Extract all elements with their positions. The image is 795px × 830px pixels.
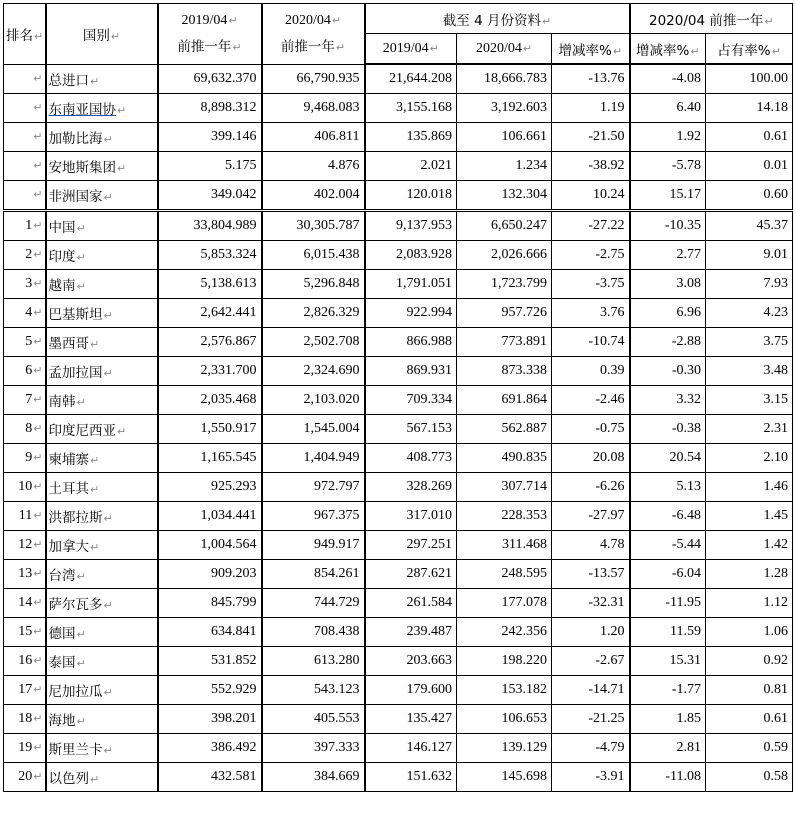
- share-cell: 0.59: [706, 734, 793, 763]
- value-2020-cell: 5,296.848: [262, 270, 365, 299]
- table-row: [4, 618, 793, 647]
- value-2019-cell: 69,632.370: [158, 64, 262, 94]
- ytd-change-cell: -21.50: [552, 123, 630, 152]
- rolling-change-cell: -2.88: [630, 328, 706, 357]
- ytd-change-cell: 1.20: [552, 618, 630, 647]
- rank-cell: 10↵: [4, 473, 46, 502]
- rank-cell: ↵: [4, 152, 46, 181]
- share-cell: 14.18: [706, 94, 793, 123]
- value-2020-cell: 2,103.020: [262, 386, 365, 415]
- rank-cell: 12↵: [4, 531, 46, 560]
- ytd-change-cell: -3.75: [552, 270, 630, 299]
- value-2020-cell: 405.553: [262, 705, 365, 734]
- country-name-cell: 印度↵: [46, 241, 158, 270]
- rank-cell: ↵: [4, 94, 46, 123]
- ytd-2019-cell: 203.663: [365, 647, 457, 676]
- value-2020-cell: 384.669: [262, 763, 365, 792]
- ytd-2020-cell: 228.353: [457, 502, 552, 531]
- ytd-2020-cell: 248.595: [457, 560, 552, 589]
- value-2020-cell: 972.797: [262, 473, 365, 502]
- value-2019-cell: 2,576.867: [158, 328, 262, 357]
- share-cell: 0.01: [706, 152, 793, 181]
- country-name-cell: 安地斯集团↵: [46, 152, 158, 181]
- ytd-2019-cell: 135.427: [365, 705, 457, 734]
- ytd-2019-cell: 709.334: [365, 386, 457, 415]
- rank-cell: ↵: [4, 123, 46, 152]
- value-2019-cell: 33,804.989: [158, 211, 262, 241]
- share-cell: 1.12: [706, 589, 793, 618]
- value-2019-cell: 399.146: [158, 123, 262, 152]
- ytd-2019-cell: 297.251: [365, 531, 457, 560]
- ytd-2020-cell: 198.220: [457, 647, 552, 676]
- rank-cell: 7↵: [4, 386, 46, 415]
- value-2020-cell: 4.876: [262, 152, 365, 181]
- country-name-cell: 以色列↵: [46, 763, 158, 792]
- country-name-cell: 泰国↵: [46, 647, 158, 676]
- rank-cell: 17↵: [4, 676, 46, 705]
- ytd-change-cell: -13.57: [552, 560, 630, 589]
- country-name-cell: 斯里兰卡↵: [46, 734, 158, 763]
- ytd-change-cell: -13.76: [552, 64, 630, 94]
- country-name-cell: 越南↵: [46, 270, 158, 299]
- header-2019-rolling-year: 2019/04↵ 前推一年↵: [158, 4, 262, 65]
- header-country: 国别↵: [46, 4, 158, 65]
- table-row: [4, 270, 793, 299]
- value-2019-cell: 1,165.545: [158, 444, 262, 473]
- rolling-change-cell: 15.31: [630, 647, 706, 676]
- country-name-cell: 巴基斯坦↵: [46, 299, 158, 328]
- country-name-cell: 海地↵: [46, 705, 158, 734]
- ytd-change-cell: 4.78: [552, 531, 630, 560]
- value-2019-cell: 2,642.441: [158, 299, 262, 328]
- ytd-2020-cell: 145.698: [457, 763, 552, 792]
- ytd-change-cell: -27.22: [552, 211, 630, 241]
- value-2020-cell: 1,545.004: [262, 415, 365, 444]
- rolling-change-cell: -10.35: [630, 211, 706, 241]
- rolling-change-cell: 11.59: [630, 618, 706, 647]
- value-2020-cell: 9,468.083: [262, 94, 365, 123]
- header-rolling-share: 占有率%↵: [706, 34, 793, 65]
- ytd-change-cell: 1.19: [552, 94, 630, 123]
- rank-cell: 3↵: [4, 270, 46, 299]
- ytd-change-cell: 20.08: [552, 444, 630, 473]
- rolling-change-cell: -6.04: [630, 560, 706, 589]
- country-name-cell: 柬埔寨↵: [46, 444, 158, 473]
- share-cell: 0.61: [706, 705, 793, 734]
- share-cell: 0.58: [706, 763, 793, 792]
- table-row: [4, 328, 793, 357]
- value-2020-cell: 1,404.949: [262, 444, 365, 473]
- rolling-change-cell: -5.44: [630, 531, 706, 560]
- ytd-2020-cell: 18,666.783: [457, 64, 552, 94]
- table-row: [4, 647, 793, 676]
- ytd-2019-cell: 287.621: [365, 560, 457, 589]
- ytd-change-cell: 10.24: [552, 181, 630, 211]
- rolling-change-cell: 1.85: [630, 705, 706, 734]
- country-name-cell: 尼加拉瓜↵: [46, 676, 158, 705]
- table-row: [4, 299, 793, 328]
- rolling-change-cell: -0.38: [630, 415, 706, 444]
- rolling-change-cell: -4.08: [630, 64, 706, 94]
- value-2019-cell: 634.841: [158, 618, 262, 647]
- value-2019-cell: 552.929: [158, 676, 262, 705]
- ytd-change-cell: 0.39: [552, 357, 630, 386]
- ytd-2020-cell: 311.468: [457, 531, 552, 560]
- ytd-2020-cell: 106.653: [457, 705, 552, 734]
- ytd-change-cell: -14.71: [552, 676, 630, 705]
- value-2019-cell: 845.799: [158, 589, 262, 618]
- rank-cell: 20↵: [4, 763, 46, 792]
- value-2019-cell: 386.492: [158, 734, 262, 763]
- rolling-change-cell: 15.17: [630, 181, 706, 211]
- ytd-2020-cell: 562.887: [457, 415, 552, 444]
- rolling-change-cell: 1.92: [630, 123, 706, 152]
- rolling-change-cell: 2.77: [630, 241, 706, 270]
- ytd-2019-cell: 408.773: [365, 444, 457, 473]
- share-cell: 100.00: [706, 64, 793, 94]
- rank-cell: 5↵: [4, 328, 46, 357]
- value-2019-cell: 5.175: [158, 152, 262, 181]
- ytd-2019-cell: 151.632: [365, 763, 457, 792]
- share-cell: 9.01: [706, 241, 793, 270]
- table-row: [4, 763, 793, 792]
- rank-cell: 19↵: [4, 734, 46, 763]
- country-name-cell: 土耳其↵: [46, 473, 158, 502]
- country-name-cell: 南韩↵: [46, 386, 158, 415]
- ytd-change-cell: -6.26: [552, 473, 630, 502]
- table-row: [4, 560, 793, 589]
- table-row: [4, 357, 793, 386]
- ytd-2020-cell: 773.891: [457, 328, 552, 357]
- ytd-change-cell: -38.92: [552, 152, 630, 181]
- table-row: [4, 444, 793, 473]
- value-2020-cell: 949.917: [262, 531, 365, 560]
- rolling-change-cell: 6.40: [630, 94, 706, 123]
- ytd-2019-cell: 261.584: [365, 589, 457, 618]
- header-ytd-2020: 2020/04↵: [457, 34, 552, 65]
- country-name-cell: 洪都拉斯↵: [46, 502, 158, 531]
- table-row: [4, 589, 793, 618]
- country-name-cell: 萨尔瓦多↵: [46, 589, 158, 618]
- country-name-cell: 东南亚国协↵: [46, 94, 158, 123]
- share-cell: 45.37: [706, 211, 793, 241]
- header-rolling-group: 2020/04 前推一年↵: [630, 4, 793, 34]
- share-cell: 3.48: [706, 357, 793, 386]
- ytd-2019-cell: 9,137.953: [365, 211, 457, 241]
- value-2019-cell: 1,004.564: [158, 531, 262, 560]
- ytd-2020-cell: 6,650.247: [457, 211, 552, 241]
- ytd-change-cell: -21.25: [552, 705, 630, 734]
- rolling-change-cell: -11.95: [630, 589, 706, 618]
- value-2020-cell: 613.280: [262, 647, 365, 676]
- share-cell: 0.61: [706, 123, 793, 152]
- share-cell: 3.75: [706, 328, 793, 357]
- share-cell: 0.60: [706, 181, 793, 211]
- rolling-change-cell: 2.81: [630, 734, 706, 763]
- country-name-cell: 加勒比海↵: [46, 123, 158, 152]
- ytd-2020-cell: 132.304: [457, 181, 552, 211]
- table-row: [4, 64, 793, 94]
- value-2019-cell: 909.203: [158, 560, 262, 589]
- share-cell: 2.31: [706, 415, 793, 444]
- share-cell: 1.06: [706, 618, 793, 647]
- rank-cell: 6↵: [4, 357, 46, 386]
- ytd-2020-cell: 490.835: [457, 444, 552, 473]
- rank-cell: ↵: [4, 181, 46, 211]
- ytd-2020-cell: 1.234: [457, 152, 552, 181]
- value-2020-cell: 744.729: [262, 589, 365, 618]
- value-2020-cell: 2,826.329: [262, 299, 365, 328]
- rank-cell: 15↵: [4, 618, 46, 647]
- table-row: [4, 94, 793, 123]
- rank-cell: 14↵: [4, 589, 46, 618]
- table-row: [4, 502, 793, 531]
- value-2019-cell: 398.201: [158, 705, 262, 734]
- ytd-2020-cell: 2,026.666: [457, 241, 552, 270]
- table-row: [4, 241, 793, 270]
- ytd-2019-cell: 3,155.168: [365, 94, 457, 123]
- ytd-2020-cell: 242.356: [457, 618, 552, 647]
- ytd-2020-cell: 1,723.799: [457, 270, 552, 299]
- value-2020-cell: 543.123: [262, 676, 365, 705]
- rolling-change-cell: 5.13: [630, 473, 706, 502]
- table-body: [4, 64, 793, 792]
- value-2019-cell: 349.042: [158, 181, 262, 211]
- header-ytd-2019: 2019/04↵: [365, 34, 457, 65]
- header-ytd-group: 截至 4 月份资料↵: [365, 4, 630, 34]
- ytd-2020-cell: 957.726: [457, 299, 552, 328]
- rank-cell: 1↵: [4, 211, 46, 241]
- value-2019-cell: 8,898.312: [158, 94, 262, 123]
- rolling-change-cell: 20.54: [630, 444, 706, 473]
- ytd-2020-cell: 106.661: [457, 123, 552, 152]
- value-2019-cell: 1,034.441: [158, 502, 262, 531]
- value-2020-cell: 6,015.438: [262, 241, 365, 270]
- rank-cell: 8↵: [4, 415, 46, 444]
- value-2020-cell: 30,305.787: [262, 211, 365, 241]
- ytd-2020-cell: 873.338: [457, 357, 552, 386]
- rolling-change-cell: -6.48: [630, 502, 706, 531]
- ytd-change-cell: -4.79: [552, 734, 630, 763]
- value-2019-cell: 2,035.468: [158, 386, 262, 415]
- table-row: [4, 415, 793, 444]
- rolling-change-cell: -5.78: [630, 152, 706, 181]
- share-cell: 0.92: [706, 647, 793, 676]
- value-2020-cell: 66,790.935: [262, 64, 365, 94]
- rolling-change-cell: 3.08: [630, 270, 706, 299]
- ytd-2020-cell: 139.129: [457, 734, 552, 763]
- ytd-2019-cell: 866.988: [365, 328, 457, 357]
- country-name-cell: 德国↵: [46, 618, 158, 647]
- header-ytd-change: 增减率%↵: [552, 34, 630, 65]
- ytd-change-cell: -27.97: [552, 502, 630, 531]
- table-row: [4, 531, 793, 560]
- ytd-change-cell: -2.67: [552, 647, 630, 676]
- share-cell: 2.10: [706, 444, 793, 473]
- rank-cell: 13↵: [4, 560, 46, 589]
- value-2020-cell: 397.333: [262, 734, 365, 763]
- table-row: [4, 473, 793, 502]
- country-name-cell: 印度尼西亚↵: [46, 415, 158, 444]
- share-cell: 3.15: [706, 386, 793, 415]
- value-2020-cell: 854.261: [262, 560, 365, 589]
- ytd-change-cell: -3.91: [552, 763, 630, 792]
- ytd-change-cell: -2.46: [552, 386, 630, 415]
- table-row: [4, 386, 793, 415]
- ytd-2019-cell: 21,644.208: [365, 64, 457, 94]
- country-name-cell: 墨西哥↵: [46, 328, 158, 357]
- ytd-2019-cell: 135.869: [365, 123, 457, 152]
- import-statistics-table: [3, 3, 793, 792]
- value-2019-cell: 5,853.324: [158, 241, 262, 270]
- value-2020-cell: 708.438: [262, 618, 365, 647]
- share-cell: 1.46: [706, 473, 793, 502]
- country-name-cell: 总进口↵: [46, 64, 158, 94]
- ytd-change-cell: -0.75: [552, 415, 630, 444]
- rank-cell: 11↵: [4, 502, 46, 531]
- value-2019-cell: 1,550.917: [158, 415, 262, 444]
- rank-cell: 4↵: [4, 299, 46, 328]
- country-name-cell: 加拿大↵: [46, 531, 158, 560]
- ytd-2020-cell: 307.714: [457, 473, 552, 502]
- value-2019-cell: 925.293: [158, 473, 262, 502]
- value-2020-cell: 2,324.690: [262, 357, 365, 386]
- ytd-change-cell: -10.74: [552, 328, 630, 357]
- table-row: [4, 705, 793, 734]
- ytd-2019-cell: 922.994: [365, 299, 457, 328]
- rank-cell: ↵: [4, 64, 46, 94]
- share-cell: 1.42: [706, 531, 793, 560]
- ytd-2019-cell: 567.153: [365, 415, 457, 444]
- ytd-2019-cell: 317.010: [365, 502, 457, 531]
- share-cell: 1.45: [706, 502, 793, 531]
- ytd-2019-cell: 869.931: [365, 357, 457, 386]
- header-rank: 排名↵: [4, 4, 46, 65]
- ytd-2020-cell: 153.182: [457, 676, 552, 705]
- ytd-2020-cell: 177.078: [457, 589, 552, 618]
- ytd-2020-cell: 3,192.603: [457, 94, 552, 123]
- value-2019-cell: 5,138.613: [158, 270, 262, 299]
- share-cell: 4.23: [706, 299, 793, 328]
- header-rolling-change: 增减率%↵: [630, 34, 706, 65]
- ytd-2019-cell: 2.021: [365, 152, 457, 181]
- ytd-change-cell: -32.31: [552, 589, 630, 618]
- rolling-change-cell: -1.77: [630, 676, 706, 705]
- ytd-change-cell: 3.76: [552, 299, 630, 328]
- country-name-cell: 中国↵: [46, 211, 158, 241]
- header-2020-rolling-year: 2020/04↵ 前推一年↵: [262, 4, 365, 65]
- value-2020-cell: 406.811: [262, 123, 365, 152]
- rolling-change-cell: -0.30: [630, 357, 706, 386]
- rolling-change-cell: -11.08: [630, 763, 706, 792]
- ytd-2020-cell: 691.864: [457, 386, 552, 415]
- value-2019-cell: 531.852: [158, 647, 262, 676]
- table-row: [4, 152, 793, 181]
- value-2020-cell: 402.004: [262, 181, 365, 211]
- table-row: [4, 676, 793, 705]
- country-name-cell: 孟加拉国↵: [46, 357, 158, 386]
- rolling-change-cell: 3.32: [630, 386, 706, 415]
- header-row-1: [4, 4, 793, 34]
- ytd-2019-cell: 2,083.928: [365, 241, 457, 270]
- share-cell: 1.28: [706, 560, 793, 589]
- share-cell: 0.81: [706, 676, 793, 705]
- share-cell: 7.93: [706, 270, 793, 299]
- value-2019-cell: 2,331.700: [158, 357, 262, 386]
- rolling-change-cell: 6.96: [630, 299, 706, 328]
- country-name-cell: 非洲国家↵: [46, 181, 158, 211]
- value-2019-cell: 432.581: [158, 763, 262, 792]
- value-2020-cell: 967.375: [262, 502, 365, 531]
- ytd-2019-cell: 328.269: [365, 473, 457, 502]
- rank-cell: 9↵: [4, 444, 46, 473]
- table-row: [4, 123, 793, 152]
- ytd-change-cell: -2.75: [552, 241, 630, 270]
- ytd-2019-cell: 1,791.051: [365, 270, 457, 299]
- country-name-cell: 台湾↵: [46, 560, 158, 589]
- ytd-2019-cell: 120.018: [365, 181, 457, 211]
- ytd-2019-cell: 146.127: [365, 734, 457, 763]
- ytd-2019-cell: 239.487: [365, 618, 457, 647]
- table-row: [4, 734, 793, 763]
- rank-cell: 18↵: [4, 705, 46, 734]
- ytd-2019-cell: 179.600: [365, 676, 457, 705]
- table-row: [4, 181, 793, 211]
- table-row: [4, 211, 793, 241]
- rank-cell: 2↵: [4, 241, 46, 270]
- value-2020-cell: 2,502.708: [262, 328, 365, 357]
- rank-cell: 16↵: [4, 647, 46, 676]
